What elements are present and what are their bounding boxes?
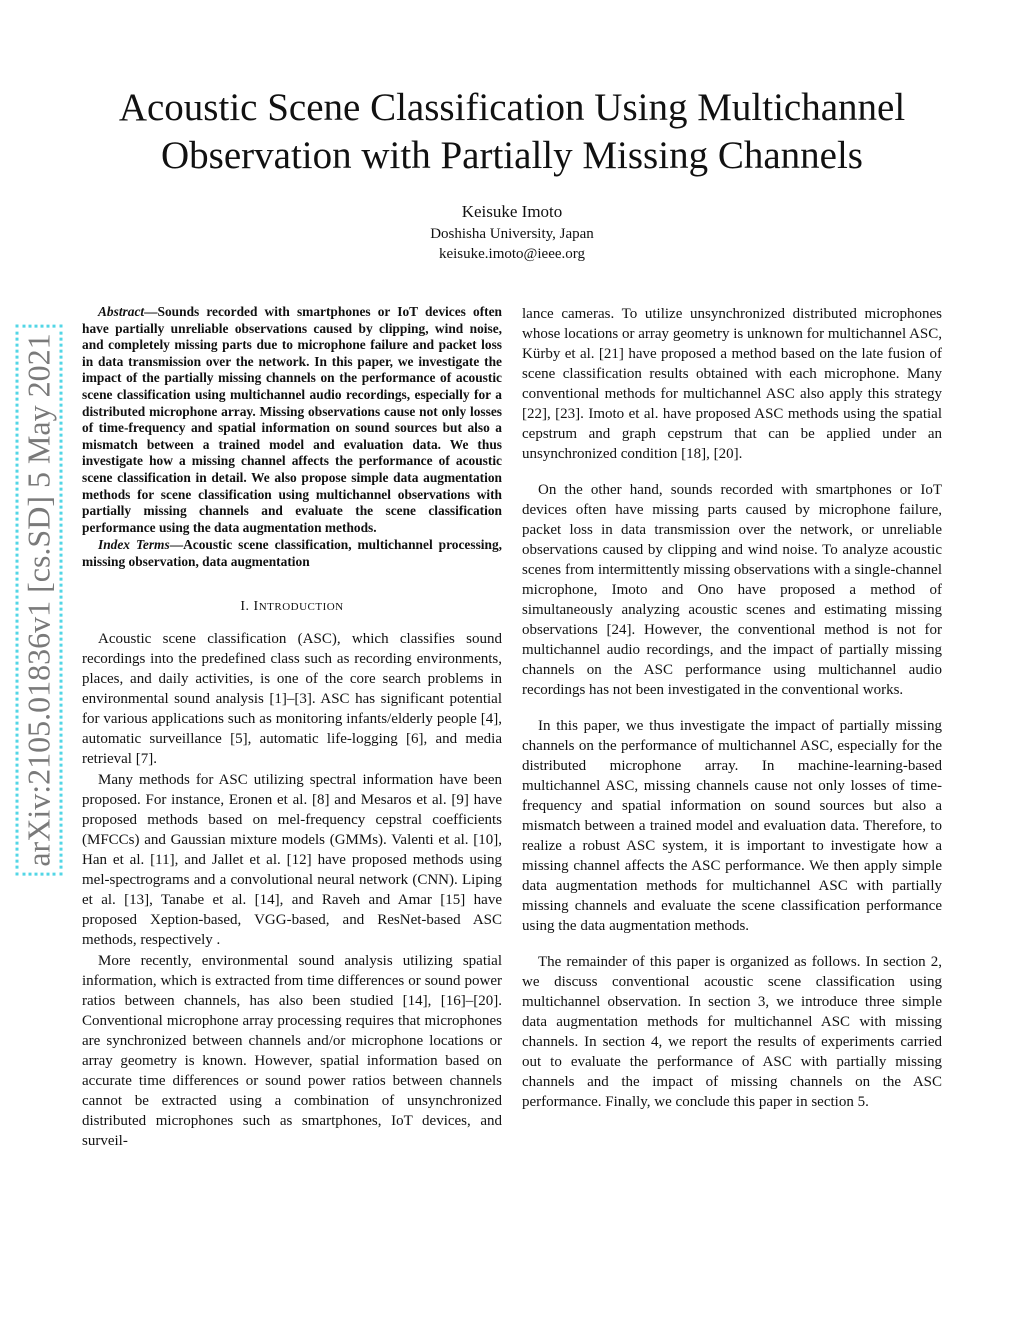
intro-paragraph-6: The remainder of this paper is organized as follows. In section 2, we discuss conventional acoustic scene classification using multichannel observation. In section 3, we introduce three simple data augmentation methods for multichannel ASC with missing channels. In section 4, we report the results of experiments carried out to evaluate the performance of ASC with partially missing channels and the impact of missing channels on the ASC performance. Finally, we conclude this paper in section 5. <box>522 954 942 1110</box>
intro-paragraph-1: Acoustic scene classification (ASC), which classifies sound recordings into the predefined class such as recording environments, places, and daily activities, is one of the core search problems in environmental sound analysis [1]–[3]. ASC has significant potential for various applications such as monitoring infants/elderly people [4], automatic surveillance [5], automatic life-logging [6], and media retrieval [7]. <box>82 630 502 767</box>
index-terms-lead: Index Terms <box>98 537 170 553</box>
intro-paragraph-3-continued: lance cameras. To utilize unsynchronized distributed microphones whose locations or array geometry is unknown for multichannel ASC, Kürby et al. [21] have proposed a method based on the late fusion of scene classification results obtained with each microphone. Many conventional methods for multichannel ASC also apply this strategy [22], [23]. Imoto et al. have proposed ASC methods using the spatial cepstrum and graph cepstrum that can be applied under an unsynchronized condition [18], [20]. <box>522 306 942 462</box>
section-number: I. <box>240 598 250 614</box>
intro-paragraph-2: Many methods for ASC utilizing spectral information have been proposed. For instance, Eronen et al. [8] and Mesaros et al. [9] have proposed methods based on mel-frequency cepstral coefficients (MFCCs) and Gaussian mixture models (GMMs). Valenti et al. [10], Han et al. [11], and Jallet et al. [12] have proposed methods using mel-spectrograms and a convolutional neural network (CNN). Liping et al. [13], Tanabe et al. [14], and Raveh and Amar [15] have proposed Xeption-based, VGG-based, and ResNet-based ASC methods, respectively . <box>82 771 502 948</box>
left-column <box>82 304 502 1152</box>
arxiv-identifier[interactable]: arXiv:2105.01836v1 [cs.SD] 5 May 2021 <box>16 324 63 875</box>
abstract-text: —Sounds recorded with smartphones or IoT devices often have partially unreliable observations caused by clipping, wind noise, and completely missing parts due to microphone failure and packet loss in data transmission over the network. In this paper, we investigate the impact of the partially missing channels on the performance of acoustic scene classification using multichannel audio recordings, especially for a distributed microphone array. Missing observations cause not only losses of time-frequency and spatial information on sound sources but also a mismatch between a trained model and evaluation data. We thus investigate how a missing channel affects the performance of acoustic scene classification in detail. We also propose simple data augmentation methods for scene classification using multichannel observations with partially missing channels and evaluate the scene classification performance using the data augmentation methods. <box>82 304 502 535</box>
section-title-first-letter: I <box>253 598 259 614</box>
index-terms <box>82 537 502 570</box>
paper-title: Acoustic Scene Classification Using Multichannel Observation with Partially Missing Channels <box>118 86 906 177</box>
index-terms-text: —Acoustic scene classification, multichannel processing, missing observation, data augmentation <box>82 537 502 569</box>
abstract-lead: Abstract <box>98 304 145 319</box>
intro-paragraph-5: In this paper, we thus investigate the impact of partially missing channels on the performance of multichannel ASC, especially for the distributed microphone array. In machine-learning-based multichannel ASC, missing channels cause not only losses of time-frequency and spatial information on sound sources but also a mismatch between a trained model and evaluation data. Therefore, to realize a robust ASC system, it is important to investigate how a missing channel affects the ASC performance. We then apply simple data augmentation methods for multichannel ASC with partially missing channels and evaluate the scene classification performance using the data augmentation methods. <box>522 718 942 934</box>
arxiv-sidebar-stamp <box>14 320 64 880</box>
intro-paragraph-3: More recently, environmental sound analysis utilizing spatial information, which is extracted from time differences or sound power ratios between channels, has also been studied [14], [16]–[20]. Conventional microphone array processing requires that microphones are synchronized between channels and/or microphone locations or array geometry is known. However, spatial information based on accurate time differences or sound power ratios between channels cannot be extracted using a combination of unsynchronized distributed microphones such as smartphones, IoT devices, and surveil- <box>82 952 502 1149</box>
section-heading-introduction <box>82 597 502 617</box>
right-column <box>522 304 942 1128</box>
abstract <box>82 304 502 536</box>
section-title-rest: NTRODUCTION <box>258 600 344 613</box>
author-name: Keisuke Imoto <box>461 202 563 221</box>
intro-paragraph-4: On the other hand, sounds recorded with smartphones or IoT devices often have missing parts caused by microphone failure, packet loss in data transmission over the network, or unreliable observations caused by clipping and wind noise. To analyze acoustic scenes from intermittently missing observations with a single-channel microphone, Imoto and Ono have proposed a method of simultaneously analyzing acoustic scenes and estimating missing observations [24]. However, the conventional method is not for multichannel audio recordings, and the impact of partially missing channels on the ASC performance using multichannel audio recordings has not been investigated in the conventional works. <box>522 482 942 698</box>
author-affiliation: Doshisha University, Japan <box>430 226 594 242</box>
author-email[interactable]: keisuke.imoto@ieee.org <box>438 246 585 262</box>
